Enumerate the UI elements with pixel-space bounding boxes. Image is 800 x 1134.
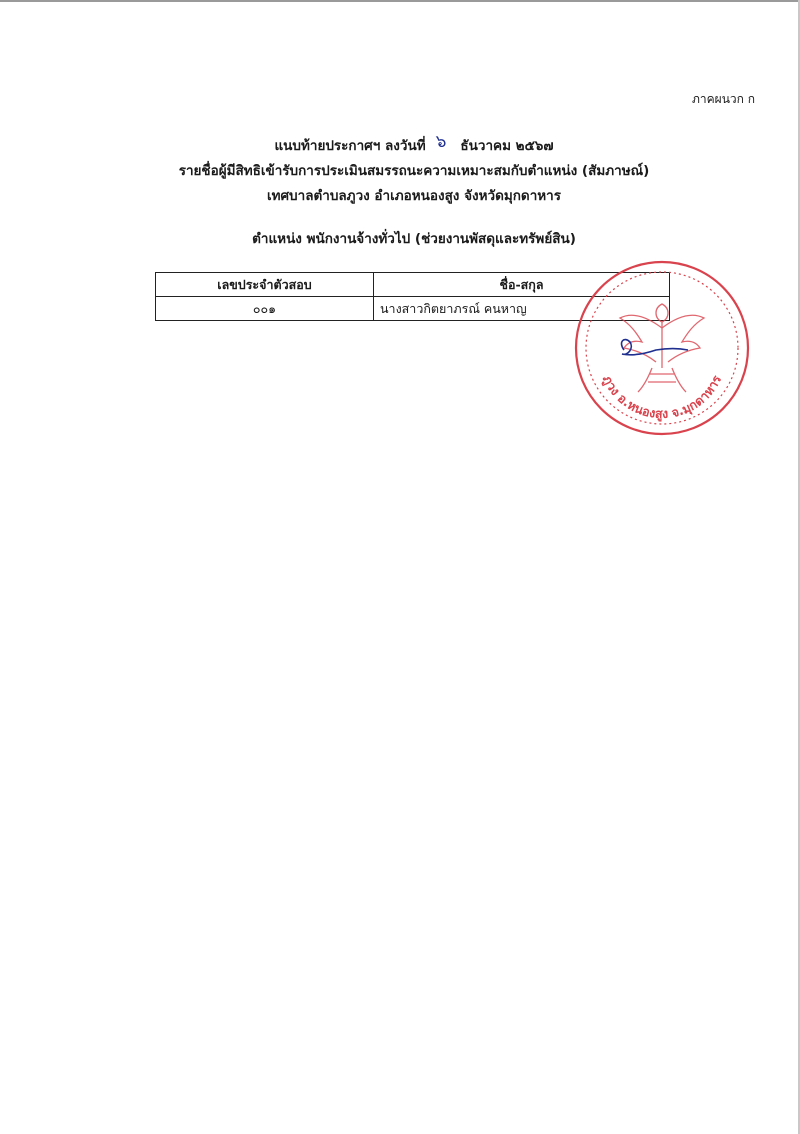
garuda-emblem-icon <box>620 304 704 392</box>
page-edge-top <box>0 0 800 2</box>
position-title: ตำแหน่ง พนักงานจ้างทั่วไป (ช่วยงานพัสดุและทรัพย์สิน) <box>252 231 576 247</box>
column-header-exam-id: เลขประจำตัวสอบ <box>156 273 374 297</box>
exam-id-cell: ๐๐๑ <box>156 297 374 321</box>
heading-line-3: เทศบาลตำบลภูวง อำเภอหนองสูง จังหวัดมุกดาหาร <box>266 188 562 204</box>
heading-date-prefix: แนบท้ายประกาศฯ ลงวันที่ <box>274 138 426 154</box>
heading-line-2: รายชื่อผู้มีสิทธิเข้ารับการประเมินสมรรถนะความเหมาะสมกับตำแหน่ง (สัมภาษณ์) <box>178 163 650 179</box>
appendix-label: ภาคผนวก ก <box>692 92 755 106</box>
document-heading <box>0 133 800 209</box>
official-seal-stamp <box>572 258 752 438</box>
column-header-name: ชื่อ-สกุล <box>374 273 670 297</box>
heading-date-suffix: ธันวาคม ๒๕๖๗ <box>460 138 554 154</box>
handwritten-day: ๖ <box>435 132 447 152</box>
heading-line-1 <box>0 133 800 159</box>
name-cell: นางสาวกิตยาภรณ์ คนหาญ <box>374 297 670 321</box>
seal-text: ภูวง อ.หนองสูง จ.มุกดาหาร <box>599 372 725 422</box>
